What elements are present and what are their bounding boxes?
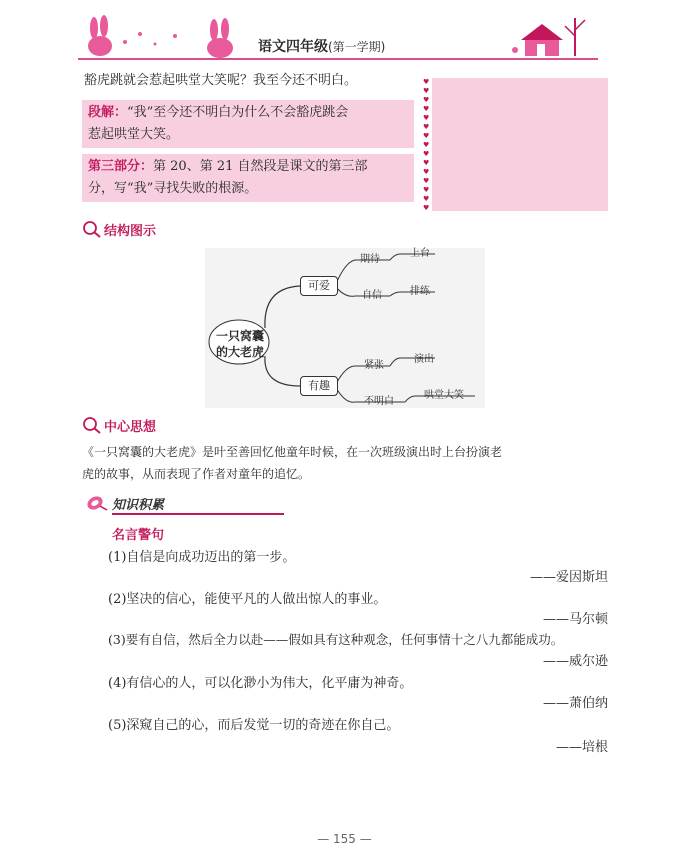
quote-5: (5)深窥自己的心，而后发觉一切的奇迹在你自己。 <box>108 718 400 733</box>
house-tree-decoration-icon <box>505 10 605 60</box>
box2-line2: 分，写“我”寻找失败的根源。 <box>88 181 258 196</box>
mindmap-leaf-stage: 上台 <box>410 248 430 259</box>
box1-line1: 段解：“我”至今还不明白为什么不会豁虎跳会 <box>88 105 349 120</box>
structure-heading: 结构图示 <box>104 224 157 239</box>
quote-2-author: ——马尔顿 <box>542 612 608 627</box>
center-heading: 中心思想 <box>104 420 157 435</box>
knowledge-heading: 知识积累 <box>112 494 284 515</box>
mindmap-node-confident: 自信 <box>362 290 382 301</box>
mindmap-leaf-perform: 演出 <box>414 354 434 365</box>
center-line2: 虎的故事，从而表现了作者对童年的追忆。 <box>82 467 311 481</box>
intro-line: 豁虎跳就会惹起哄堂大笑呢？我至今还不明白。 <box>84 73 358 88</box>
box2-label: 第三部分： <box>88 159 154 174</box>
quote-1-author: ——爱因斯坦 <box>529 570 608 585</box>
box2-line1: 第三部分：第 20、第 21 自然段是课文的第三部 <box>88 159 368 174</box>
quote-3: (3)要有自信，然后全力以赴——假如具有这种观念，任何事情十之八九都能成功。 <box>108 632 564 647</box>
quote-3-author: ——威尔逊 <box>542 654 608 669</box>
mindmap-leaf-rehearse: 排练 <box>410 286 430 297</box>
mindmap-branch-fun: 有趣 <box>300 376 338 396</box>
quote-4: (4)有信心的人，可以化渺小为伟大，化平庸为神奇。 <box>108 676 413 691</box>
quote-4-author: ——萧伯纳 <box>542 696 608 711</box>
box1-line2: 惹起哄堂大笑。 <box>88 127 180 142</box>
mindmap-leaf-laugh: 哄堂大笑 <box>424 390 464 401</box>
mindmap-root: 一只窝囊 的大老虎 <box>215 329 264 359</box>
mindmap-node-expect: 期待 <box>360 254 380 265</box>
quote-2: (2)坚决的信心，能使平凡的人做出惊人的事业。 <box>108 592 387 607</box>
pencil-leaf-icon <box>86 494 108 512</box>
header-rule <box>78 58 598 60</box>
magnifier-icon <box>82 220 102 238</box>
page-number: — 155 — <box>317 832 372 846</box>
bunny-decoration-icon <box>80 14 250 64</box>
mindmap-branch-cute: 可爱 <box>300 276 338 296</box>
notes-sidebar <box>432 78 608 211</box>
center-line1: 《一只窝囊的大老虎》是叶至善回忆他童年时候，在一次班级演出时上台扮演老 <box>82 445 503 459</box>
header-title: 语文四年级(第一学期) <box>258 39 386 55</box>
heart-border: ♥ ♥ ♥ ♥ ♥ ♥ ♥ ♥ ♥ ♥ ♥ ♥ ♥ ♥ ♥ <box>423 78 429 211</box>
quote-5-author: ——培根 <box>555 740 608 755</box>
mindmap-node-puzzled: 不明白 <box>364 396 394 407</box>
quote-1: (1)自信是向成功迈出的第一步。 <box>108 550 296 565</box>
mindmap-node-nervous: 紧张 <box>364 360 384 371</box>
box1-label: 段解： <box>88 105 128 120</box>
quotes-subheading: 名言警句 <box>112 528 165 543</box>
magnifier-icon <box>82 416 102 434</box>
